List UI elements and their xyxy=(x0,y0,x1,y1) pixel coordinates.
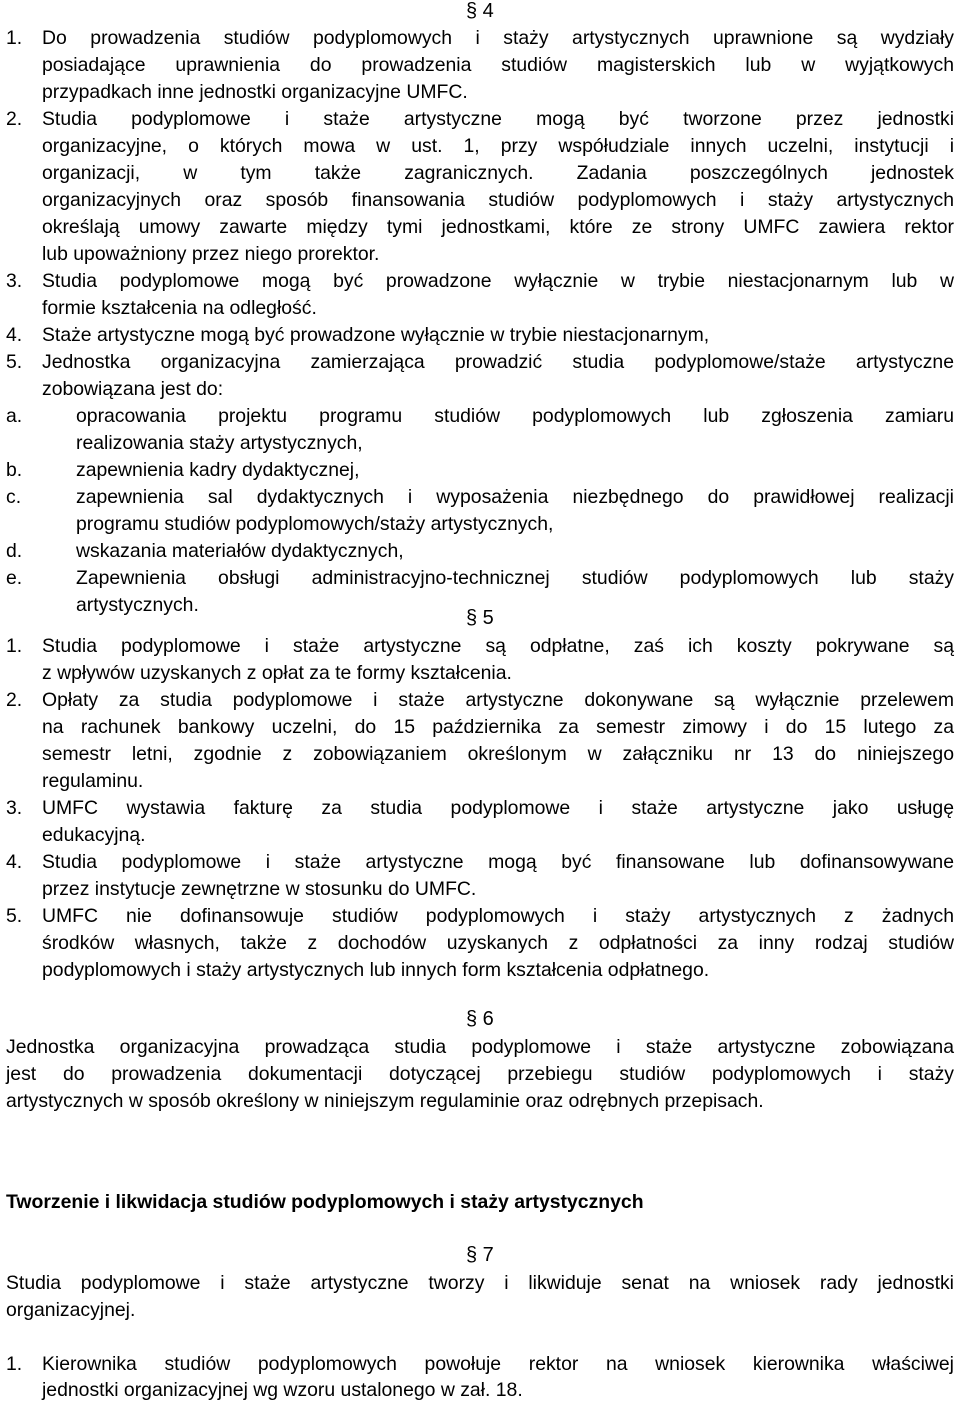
s4-item2-line2: organizacyjne, o których mowa w ust. 1, przy współudziale innych uczelni, instytucji i xyxy=(42,135,954,157)
s5-item4-line2: przez instytucje zewnętrzne w stosunku do UMFC. xyxy=(42,878,477,900)
s5-item4-number: 4. xyxy=(6,851,23,873)
section-6-heading: § 6 xyxy=(466,1008,494,1030)
s4-sub-b-line1: zapewnienia kadry dydaktycznej, xyxy=(76,459,360,481)
s4-sub-a-line1: opracowania projektu programu studiów podyplomowych lub zgłoszenia zamiaru xyxy=(76,405,954,427)
s4-item1-line3: przypadkach inne jednostki organizacyjne UMFC. xyxy=(42,81,468,103)
s5-item4-line1: Studia podyplomowe i staże artystyczne mogą być finansowane lub dofinansowywane xyxy=(42,851,954,873)
s4-sub-a-letter: a. xyxy=(6,405,23,427)
s5-item2-line2: na rachunek bankowy uczelni, do 15 października za semestr zimowy i do 15 lutego za xyxy=(42,716,954,738)
s4-item1-line2: posiadające uprawnienia do prowadzenia studiów magisterskich lub w wyjątkowych xyxy=(42,54,954,76)
after7-item1-line1: Kierownika studiów podyplomowych powołuje rektor na wniosek kierownika właściwej xyxy=(42,1353,954,1375)
s5-item2-line4: regulaminu. xyxy=(42,770,144,792)
s4-item4-number: 4. xyxy=(6,324,23,346)
s4-sub-e-letter: e. xyxy=(6,567,23,589)
s5-item5-line2: środków własnych, także z dochodów uzyskanych z odpłatności za inny rodzaj studiów xyxy=(42,932,954,954)
s5-item2-number: 2. xyxy=(6,689,23,711)
section-4-heading: § 4 xyxy=(466,0,494,22)
s7-line2: organizacyjnej. xyxy=(6,1299,136,1321)
s4-sub-e-line2: artystycznych. xyxy=(76,594,199,616)
after7-item1-number: 1. xyxy=(6,1353,23,1375)
s4-item1-number: 1. xyxy=(6,27,23,49)
after7-item1-line2: jednostki organizacyjnej wg wzoru ustalonego w zał. 18. xyxy=(42,1379,523,1401)
s4-item2-line6: lub upoważniony przez niego prorektor. xyxy=(42,243,380,265)
s4-item2-line1: Studia podyplomowe i staże artystyczne mogą być tworzone przez jednostki xyxy=(42,108,954,130)
s5-item3-number: 3. xyxy=(6,797,23,819)
s4-sub-c-letter: c. xyxy=(6,486,22,508)
s5-item3-line2: edukacyjną. xyxy=(42,824,146,846)
s4-sub-b-letter: b. xyxy=(6,459,23,481)
s5-item2-line3: semestr letni, zgodnie z zobowiązaniem określonym w załączniku nr 13 do niniejszego xyxy=(42,743,954,765)
s6-line2: jest do prowadzenia dokumentacji dotyczącej przebiegu studiów podyplomowych i staży xyxy=(6,1063,954,1085)
s4-item5-line2: zobowiązana jest do: xyxy=(42,378,224,400)
s5-item5-number: 5. xyxy=(6,905,23,927)
s4-item2-number: 2. xyxy=(6,108,23,130)
s4-item2-line3: organizacji, w tym także zagranicznych. Zadania poszczególnych jednostek xyxy=(42,162,954,184)
s5-item3-line1: UMFC wystawia fakturę za studia podyplomowe i staże artystyczne jako usługę xyxy=(42,797,954,819)
s4-sub-c-line2: programu studiów podyplomowych/staży artystycznych, xyxy=(76,513,554,535)
s4-sub-c-line1: zapewnienia sal dydaktycznych i wyposażenia niezbędnego do prawidłowej realizacji xyxy=(76,486,954,508)
s5-item5-line1: UMFC nie dofinansowuje studiów podyplomowych i staży artystycznych z żadnych xyxy=(42,905,954,927)
s4-item1-line1: Do prowadzenia studiów podyplomowych i staży artystycznych uprawnione są wydziały xyxy=(42,27,954,49)
s4-sub-d-letter: d. xyxy=(6,540,23,562)
s5-item5-line3: podyplomowych i staży artystycznych lub innych form kształcenia odpłatnego. xyxy=(42,959,710,981)
s4-item3-number: 3. xyxy=(6,270,23,292)
chapter-heading: Tworzenie i likwidacja studiów podyplomowych i staży artystycznych xyxy=(6,1191,644,1213)
s4-item4-line1: Staże artystyczne mogą być prowadzone wyłącznie w trybie niestacjonarnym, xyxy=(42,324,710,346)
section-5-heading: § 5 xyxy=(466,607,494,629)
s7-line1: Studia podyplomowe i staże artystyczne tworzy i likwiduje senat na wniosek rady jednostki xyxy=(6,1272,954,1294)
s4-sub-e-line1: Zapewnienia obsługi administracyjno-technicznej studiów podyplomowych lub staży xyxy=(76,567,954,589)
s4-sub-a-line2: realizowania staży artystycznych, xyxy=(76,432,363,454)
section-7-heading: § 7 xyxy=(466,1244,494,1266)
s4-item3-line2: formie kształcenia na odległość. xyxy=(42,297,317,319)
s5-item1-line1: Studia podyplomowe i staże artystyczne są odpłatne, zaś ich koszty pokrywane są xyxy=(42,635,954,657)
s4-sub-d-line1: wskazania materiałów dydaktycznych, xyxy=(76,540,404,562)
s4-item2-line4: organizacyjnych oraz sposób finansowania studiów podyplomowych i staży artystycznych xyxy=(42,189,954,211)
s5-item2-line1: Opłaty za studia podyplomowe i staże artystyczne dokonywane są wyłącznie przelewem xyxy=(42,689,954,711)
s4-item5-number: 5. xyxy=(6,351,23,373)
s6-line3: artystycznych w sposób określony w niniejszym regulaminie oraz odrębnych przepisach. xyxy=(6,1090,764,1112)
s4-item3-line1: Studia podyplomowe mogą być prowadzone wyłącznie w trybie niestacjonarnym lub w xyxy=(42,270,954,292)
s6-line1: Jednostka organizacyjna prowadząca studia podyplomowe i staże artystyczne zobowiązana xyxy=(6,1036,954,1058)
s5-item1-line2: z wpływów uzyskanych z opłat za te formy kształcenia. xyxy=(42,662,512,684)
s4-item5-line1: Jednostka organizacyjna zamierzająca prowadzić studia podyplomowe/staże artystyczne xyxy=(42,351,954,373)
s5-item1-number: 1. xyxy=(6,635,23,657)
s4-item2-line5: określają umowy zawarte między tymi jednostkami, które ze strony UMFC zawiera rektor xyxy=(42,216,954,238)
